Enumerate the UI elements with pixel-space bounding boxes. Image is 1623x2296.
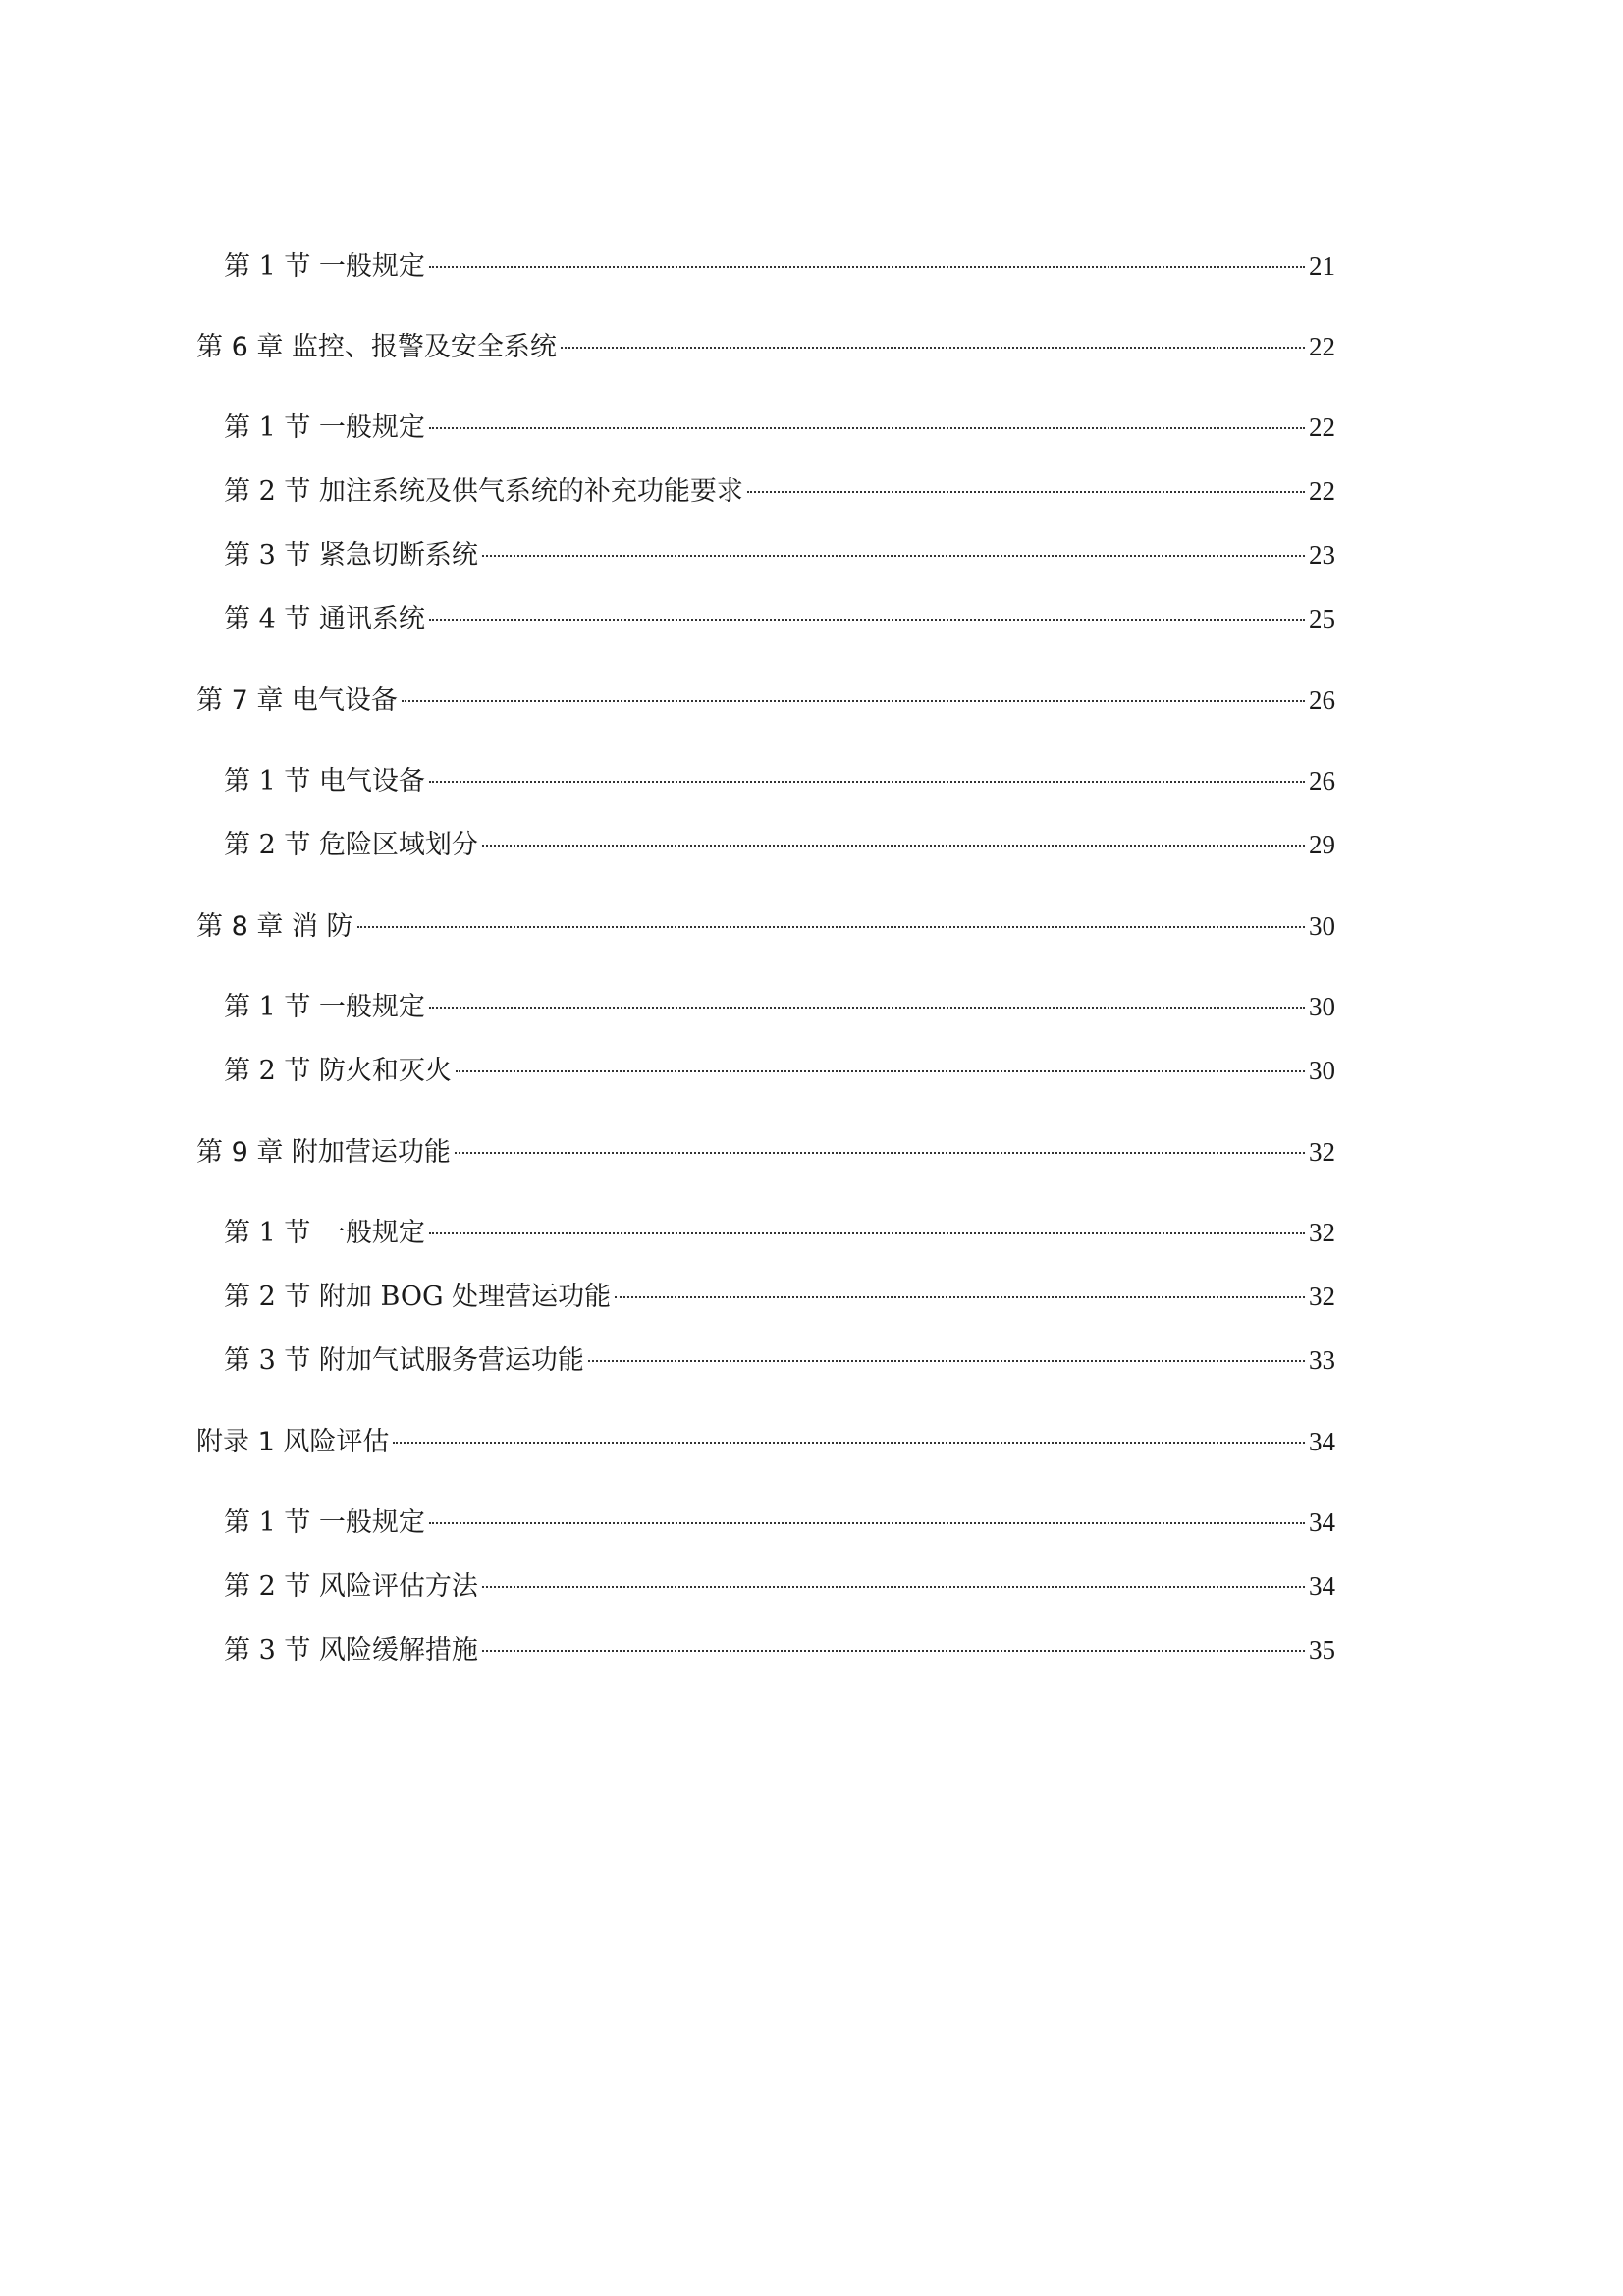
dot-leader <box>429 1522 1305 1524</box>
toc-entry-page: 22 <box>1309 332 1335 361</box>
dot-leader <box>482 1586 1305 1588</box>
dot-leader <box>357 926 1305 928</box>
toc-entry-page: 35 <box>1309 1635 1335 1665</box>
dot-leader <box>402 700 1305 702</box>
toc-entry-title: 第 1 节 一般规定 <box>224 251 425 282</box>
toc-entry-page: 34 <box>1309 1571 1335 1601</box>
toc-entry-chapter[interactable] <box>196 1420 1335 1463</box>
dot-leader <box>429 1232 1305 1234</box>
dot-leader <box>393 1442 1305 1444</box>
dot-leader <box>561 347 1305 349</box>
toc-entry-page: 32 <box>1309 1137 1335 1167</box>
toc-entry-section[interactable] <box>224 1501 1335 1544</box>
dot-leader <box>482 845 1305 847</box>
toc-entry-page: 34 <box>1309 1507 1335 1537</box>
dot-leader <box>456 1070 1305 1072</box>
toc-entry-title: 第 8 章 消 防 <box>196 911 353 942</box>
toc-entry-page: 26 <box>1309 766 1335 795</box>
toc-entry-section[interactable] <box>224 533 1335 576</box>
dot-leader <box>429 619 1305 621</box>
dot-leader <box>429 266 1305 268</box>
dot-leader <box>615 1296 1305 1298</box>
toc-entry-section[interactable] <box>224 245 1335 288</box>
toc-entry-page: 22 <box>1309 412 1335 442</box>
toc-entry-section[interactable] <box>224 597 1335 640</box>
toc-entry-section[interactable] <box>224 406 1335 449</box>
dot-leader <box>482 555 1305 557</box>
toc-entry-title: 第 1 节 一般规定 <box>224 1218 425 1248</box>
dot-leader <box>588 1360 1305 1362</box>
toc-entry-section[interactable] <box>224 1339 1335 1382</box>
toc-entry-title: 第 2 节 加注系统及供气系统的补充功能要求 <box>224 476 743 507</box>
toc-entry-title: 附录 1 风险评估 <box>196 1427 390 1457</box>
toc-entry-section[interactable] <box>224 469 1335 513</box>
dot-leader <box>429 1007 1305 1009</box>
toc-entry-title: 第 3 节 风险缓解措施 <box>224 1635 478 1666</box>
dot-leader <box>482 1650 1305 1652</box>
toc-entry-title: 第 1 节 一般规定 <box>224 412 425 443</box>
toc-entry-page: 23 <box>1309 540 1335 570</box>
toc-entry-section[interactable] <box>224 759 1335 802</box>
toc-entry-section[interactable] <box>224 1564 1335 1608</box>
toc-entry-page: 34 <box>1309 1427 1335 1456</box>
toc-entry-page: 32 <box>1309 1218 1335 1247</box>
toc-entry-page: 30 <box>1309 911 1335 941</box>
toc-entry-page: 22 <box>1309 476 1335 506</box>
toc-entry-section[interactable] <box>224 1628 1335 1671</box>
toc-entry-title: 第 2 节 附加 BOG 处理营运功能 <box>224 1282 612 1312</box>
toc-entry-page: 21 <box>1309 251 1335 281</box>
toc-entry-page: 30 <box>1309 1056 1335 1085</box>
dot-leader <box>455 1152 1305 1154</box>
toc-entry-title: 第 3 节 附加气试服务营运功能 <box>224 1345 584 1376</box>
toc-entry-section[interactable] <box>224 1211 1335 1254</box>
toc-entry-page: 25 <box>1309 604 1335 633</box>
toc-entry-chapter[interactable] <box>196 679 1335 722</box>
toc-entry-chapter[interactable] <box>196 904 1335 948</box>
toc-entry-page: 33 <box>1309 1345 1335 1375</box>
toc-entry-title: 第 1 节 一般规定 <box>224 1507 425 1538</box>
toc-entry-section[interactable] <box>224 823 1335 866</box>
toc-entry-title: 第 3 节 紧急切断系统 <box>224 540 478 571</box>
toc-entry-page: 26 <box>1309 685 1335 715</box>
toc-entry-section[interactable] <box>224 1275 1335 1318</box>
toc-entry-title: 第 7 章 电气设备 <box>196 685 398 716</box>
dot-leader <box>747 491 1305 493</box>
toc-entry-title: 第 4 节 通讯系统 <box>224 604 425 634</box>
toc-entry-chapter[interactable] <box>196 1130 1335 1174</box>
toc-entry-chapter[interactable] <box>196 325 1335 368</box>
toc-entry-section[interactable] <box>224 1049 1335 1092</box>
toc-entry-title: 第 1 节 电气设备 <box>224 766 425 796</box>
toc-entry-page: 30 <box>1309 992 1335 1021</box>
toc-entry-title: 第 2 节 风险评估方法 <box>224 1571 478 1602</box>
dot-leader <box>429 427 1305 429</box>
toc-entry-title: 第 6 章 监控、报警及安全系统 <box>196 332 557 362</box>
toc-entry-title: 第 2 节 危险区域划分 <box>224 830 478 860</box>
dot-leader <box>429 781 1305 783</box>
toc-entry-section[interactable] <box>224 985 1335 1028</box>
toc-entry-title: 第 9 章 附加营运功能 <box>196 1137 451 1168</box>
toc-entry-page: 32 <box>1309 1282 1335 1311</box>
toc-entry-title: 第 1 节 一般规定 <box>224 992 425 1022</box>
toc-entry-title: 第 2 节 防火和灭火 <box>224 1056 452 1086</box>
toc-entry-page: 29 <box>1309 830 1335 859</box>
